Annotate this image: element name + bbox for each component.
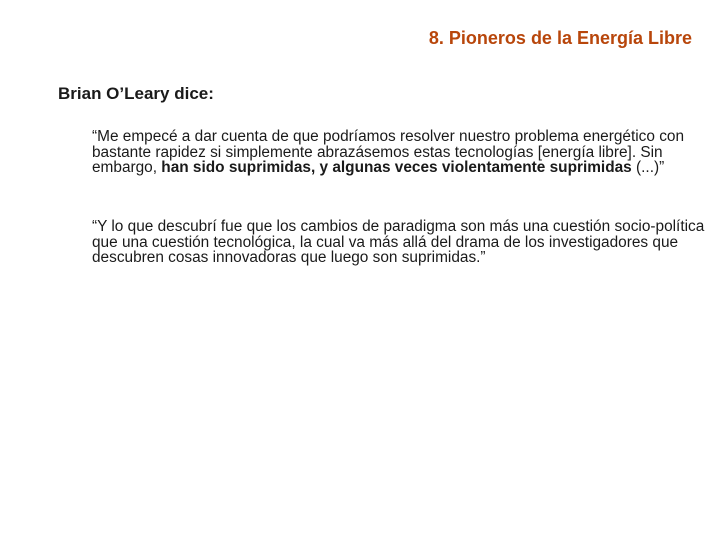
quote-first-text: “Me empecé a dar cuenta de que podríamos resolver nuestro problema energético con bastante rapidez si simplemente abrazásemos estas tecnologías [energía libre]. Sin embargo, [92, 128, 685, 176]
quote-first-ending: (...)” [631, 159, 665, 176]
speaker-intro: Brian O’Leary dice: [58, 84, 214, 103]
quote-first [92, 129, 714, 176]
quote-first-emphasis: han sido suprimidas, y algunas veces violentamente suprimidas [161, 159, 632, 176]
quote-second: “Y lo que descubrí fue que los cambios de paradigma son más una cuestión socio-política que una cuestión tecnológica, la cual va más allá del drama de los investigadores que descubren cosas innovadoras que luego son suprimidas.” [92, 218, 705, 266]
slide-title: 8. Pioneros de la Energía Libre [428, 28, 692, 48]
